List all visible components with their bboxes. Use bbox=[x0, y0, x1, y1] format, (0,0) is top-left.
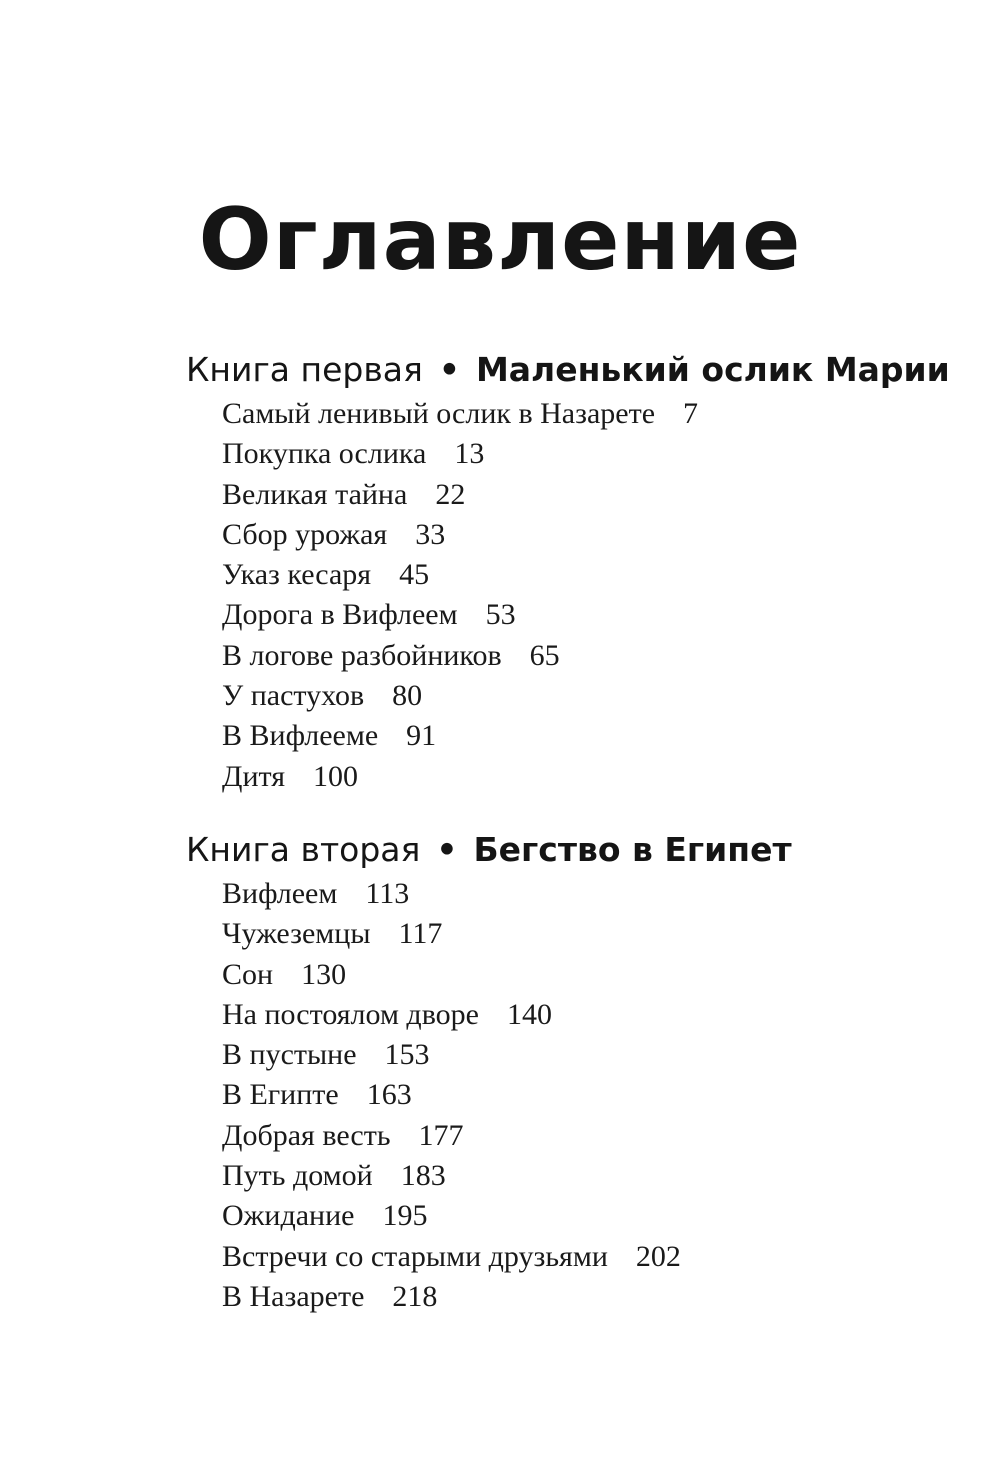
page-number: 163 bbox=[366, 1078, 412, 1112]
book-name: Бегство в Египет bbox=[473, 830, 792, 869]
chapter-title: Самый ленивый ослик в Назарете bbox=[222, 397, 656, 430]
page-number: 153 bbox=[384, 1038, 430, 1072]
chapter-title: В Назарете bbox=[222, 1279, 365, 1313]
toc-entry[interactable] bbox=[222, 1116, 966, 1156]
book-section-2 bbox=[186, 828, 966, 1317]
chapter-title: Вифлеем bbox=[222, 877, 338, 910]
toc-entry[interactable] bbox=[222, 874, 966, 914]
page-number: 117 bbox=[398, 917, 443, 951]
chapter-list bbox=[186, 874, 966, 1317]
toc-entry[interactable] bbox=[222, 716, 966, 756]
toc-entry[interactable] bbox=[222, 1035, 966, 1075]
chapter-title: Дорога в Вифлеем bbox=[222, 598, 458, 632]
chapter-title: В Вифлееме bbox=[222, 719, 379, 753]
chapter-title: Чужеземцы bbox=[222, 917, 371, 951]
chapter-title: Покупка ослика bbox=[222, 437, 427, 471]
page-number: 53 bbox=[485, 598, 516, 632]
toc-entry[interactable] bbox=[222, 757, 966, 797]
book-heading bbox=[186, 828, 966, 872]
separator-dot: • bbox=[436, 830, 458, 869]
toc-entry[interactable] bbox=[222, 515, 966, 555]
toc-entry[interactable] bbox=[222, 1196, 966, 1236]
chapter-title: Дитя bbox=[222, 759, 286, 793]
toc-entry[interactable] bbox=[222, 1075, 966, 1115]
chapter-title: В пустыне bbox=[222, 1038, 357, 1072]
chapter-title: У пастухов bbox=[222, 679, 365, 713]
chapter-title: В логове разбойников bbox=[222, 638, 502, 672]
page-number: 80 bbox=[392, 679, 423, 713]
book-label: Книга первая bbox=[186, 350, 423, 389]
toc-entry[interactable] bbox=[222, 555, 966, 595]
page-number: 202 bbox=[635, 1239, 681, 1273]
chapter-title: Встречи со старыми друзьями bbox=[222, 1239, 608, 1273]
book-name: Маленький ослик Марии bbox=[475, 350, 950, 389]
chapter-title: Ожидание bbox=[222, 1199, 355, 1233]
page-number: 22 bbox=[435, 477, 466, 511]
page-number: 183 bbox=[400, 1159, 446, 1193]
toc-entry[interactable] bbox=[222, 1277, 966, 1317]
page-number: 100 bbox=[313, 759, 359, 793]
toc-entry[interactable] bbox=[222, 434, 966, 474]
chapter-title: В Египте bbox=[222, 1078, 339, 1112]
toc-entry[interactable] bbox=[222, 475, 966, 515]
page-number: 13 bbox=[454, 437, 485, 471]
chapter-list bbox=[186, 394, 966, 797]
chapter-title: Сон bbox=[222, 957, 274, 991]
chapter-title: На постоялом дворе bbox=[222, 997, 479, 1031]
toc-entry[interactable] bbox=[222, 955, 966, 995]
page-number: 218 bbox=[392, 1279, 438, 1313]
toc-entry[interactable] bbox=[222, 1156, 966, 1196]
chapter-title: Сбор урожая bbox=[222, 517, 388, 551]
page-number: 7 bbox=[683, 397, 699, 430]
page-number: 177 bbox=[418, 1118, 464, 1152]
page-number: 195 bbox=[382, 1199, 428, 1233]
chapter-title: Указ кесаря bbox=[222, 558, 372, 592]
chapter-title: Великая тайна bbox=[222, 477, 408, 511]
chapter-title: Добрая весть bbox=[222, 1118, 391, 1152]
page-number: 65 bbox=[529, 638, 560, 672]
book-label: Книга вторая bbox=[186, 830, 421, 869]
page-number: 140 bbox=[506, 997, 552, 1031]
page-number: 113 bbox=[365, 877, 410, 910]
toc-entry[interactable] bbox=[222, 676, 966, 716]
toc-entry[interactable] bbox=[222, 995, 966, 1035]
page-number: 91 bbox=[406, 719, 437, 753]
page-number: 45 bbox=[399, 558, 430, 592]
toc-entry[interactable] bbox=[222, 595, 966, 635]
toc-entry[interactable] bbox=[222, 636, 966, 676]
page-number: 130 bbox=[301, 957, 347, 991]
chapter-title: Путь домой bbox=[222, 1159, 373, 1193]
toc-entry[interactable] bbox=[222, 914, 966, 954]
toc-entry[interactable] bbox=[222, 1237, 966, 1277]
book-heading bbox=[186, 348, 966, 392]
separator-dot: • bbox=[438, 350, 460, 389]
toc-entry[interactable] bbox=[222, 394, 966, 434]
page-title: Оглавление bbox=[198, 190, 802, 290]
page-number: 33 bbox=[415, 517, 446, 551]
book-section-1 bbox=[186, 348, 966, 797]
